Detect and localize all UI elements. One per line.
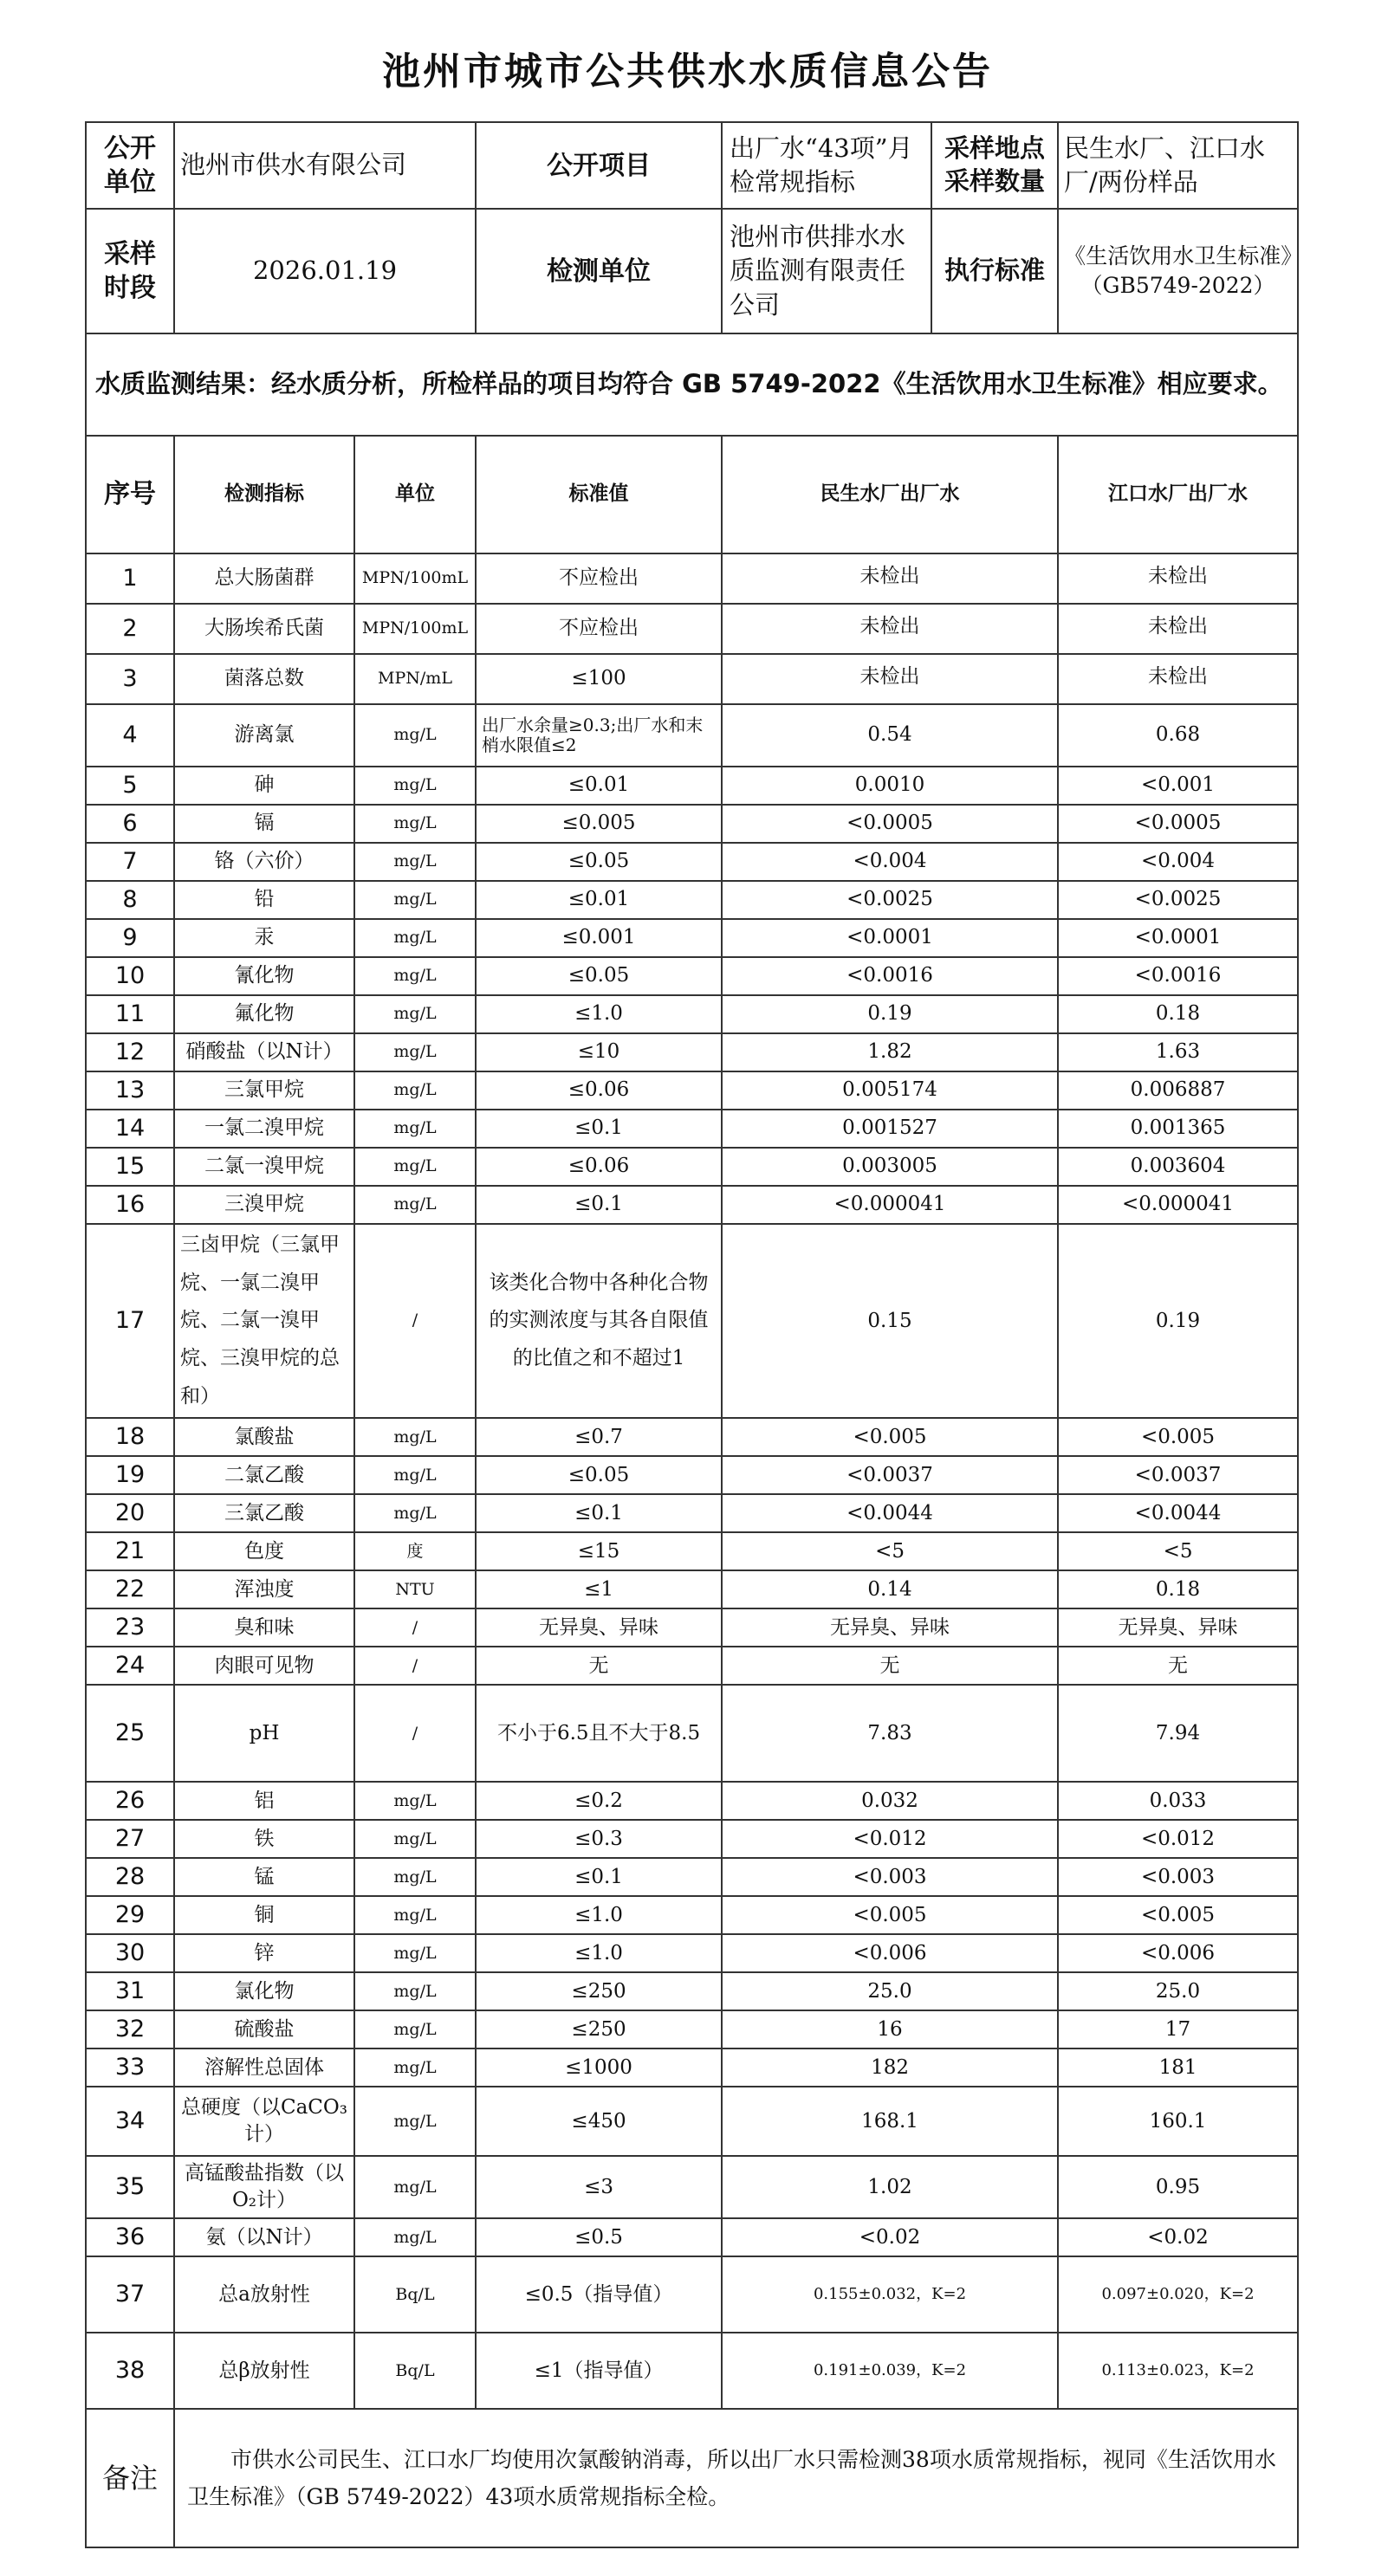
- row-unit: /: [354, 1608, 476, 1647]
- row-no: 6: [86, 805, 174, 843]
- table-row: [86, 1608, 1298, 1647]
- table-row: [86, 1148, 1298, 1186]
- table-row: [86, 2010, 1298, 2049]
- row-no: 11: [86, 995, 174, 1033]
- row-minsheng: <0.0016: [722, 957, 1058, 995]
- row-standard: ≤0.06: [476, 1071, 722, 1110]
- row-item: 硫酸盐: [174, 2010, 354, 2049]
- row-unit: mg/L: [354, 843, 476, 881]
- row-minsheng: 未检出: [722, 604, 1058, 654]
- row-standard: ≤3: [476, 2156, 722, 2218]
- row-standard: ≤1（指导值）: [476, 2333, 722, 2409]
- unit-label: [86, 122, 174, 209]
- row-unit: mg/L: [354, 1972, 476, 2010]
- row-unit: mg/L: [354, 1494, 476, 1532]
- row-minsheng: 无异臭、异味: [722, 1608, 1058, 1647]
- row-minsheng: 0.14: [722, 1570, 1058, 1608]
- row-jiangkou: <0.0001: [1058, 919, 1298, 957]
- row-item: 一氯二溴甲烷: [174, 1110, 354, 1148]
- table-row: [86, 654, 1298, 704]
- col-jiangkou: 江口水厂出厂水: [1058, 436, 1298, 553]
- row-standard: 无异臭、异味: [476, 1608, 722, 1647]
- row-minsheng: <0.0001: [722, 919, 1058, 957]
- row-item: 二氯一溴甲烷: [174, 1148, 354, 1186]
- table-row: [86, 604, 1298, 654]
- row-jiangkou: 0.18: [1058, 1570, 1298, 1608]
- row-standard: ≤1.0: [476, 995, 722, 1033]
- row-no: 14: [86, 1110, 174, 1148]
- row-no: 13: [86, 1071, 174, 1110]
- row-jiangkou: 无异臭、异味: [1058, 1608, 1298, 1647]
- row-no: 4: [86, 704, 174, 767]
- row-item: 总a放射性: [174, 2256, 354, 2333]
- row-no: 7: [86, 843, 174, 881]
- row-jiangkou: 0.18: [1058, 995, 1298, 1033]
- row-unit: mg/L: [354, 1418, 476, 1456]
- row-jiangkou: 0.006887: [1058, 1071, 1298, 1110]
- row-no: 23: [86, 1608, 174, 1647]
- row-item: 三卤甲烷（三氯甲烷、一氯二溴甲烷、二氯一溴甲烷、三溴甲烷的总和）: [174, 1224, 354, 1418]
- row-no: 25: [86, 1685, 174, 1782]
- row-minsheng: 16: [722, 2010, 1058, 2049]
- period-label: [86, 209, 174, 333]
- table-row: [86, 1532, 1298, 1570]
- row-item: 高锰酸盐指数（以O₂计）: [174, 2156, 354, 2218]
- row-item: 氯化物: [174, 1972, 354, 2010]
- row-no: 36: [86, 2218, 174, 2256]
- row-standard: ≤250: [476, 1972, 722, 2010]
- row-minsheng: <0.003: [722, 1858, 1058, 1896]
- row-no: 17: [86, 1224, 174, 1418]
- row-minsheng: <0.012: [722, 1820, 1058, 1858]
- row-no: 8: [86, 881, 174, 919]
- row-unit: MPN/100mL: [354, 553, 476, 604]
- row-jiangkou: 未检出: [1058, 654, 1298, 704]
- row-minsheng: 0.001527: [722, 1110, 1058, 1148]
- row-minsheng: 0.005174: [722, 1071, 1058, 1110]
- row-unit: mg/L: [354, 767, 476, 805]
- row-minsheng: <0.005: [722, 1896, 1058, 1934]
- col-unit: 单位: [354, 436, 476, 553]
- row-no: 24: [86, 1647, 174, 1685]
- row-minsheng: 1.82: [722, 1033, 1058, 1071]
- row-minsheng: <0.006: [722, 1934, 1058, 1972]
- table-row: [86, 2087, 1298, 2156]
- row-item: pH: [174, 1685, 354, 1782]
- row-standard: ≤0.06: [476, 1148, 722, 1186]
- table-row: [86, 1224, 1298, 1418]
- row-jiangkou: <0.0037: [1058, 1456, 1298, 1494]
- row-standard: ≤0.001: [476, 919, 722, 957]
- row-standard: ≤0.05: [476, 1456, 722, 1494]
- row-minsheng: <0.000041: [722, 1186, 1058, 1224]
- row-jiangkou: <0.004: [1058, 843, 1298, 881]
- row-jiangkou: 0.001365: [1058, 1110, 1298, 1148]
- row-minsheng: <0.0037: [722, 1456, 1058, 1494]
- row-no: 15: [86, 1148, 174, 1186]
- table-row: [86, 957, 1298, 995]
- row-item: 肉眼可见物: [174, 1647, 354, 1685]
- row-minsheng: <5: [722, 1532, 1058, 1570]
- row-item: 色度: [174, 1532, 354, 1570]
- row-unit: mg/L: [354, 704, 476, 767]
- row-minsheng: 无: [722, 1647, 1058, 1685]
- table-row: [86, 2156, 1298, 2218]
- row-item: 锰: [174, 1858, 354, 1896]
- row-unit: MPN/mL: [354, 654, 476, 704]
- row-jiangkou: 未检出: [1058, 553, 1298, 604]
- note-text: 市供水公司民生、江口水厂均使用次氯酸钠消毒，所以出厂水只需检测38项水质常规指标，视同《生活饮用水卫生标准》（GB 5749-2022）43项水质常规指标全检。: [174, 2409, 1298, 2547]
- row-minsheng: <0.0025: [722, 881, 1058, 919]
- row-item: 铜: [174, 1896, 354, 1934]
- project-value: 出厂水“43项”月检常规指标: [723, 123, 932, 208]
- col-standard: 标准值: [476, 436, 722, 553]
- row-standard: ≤100: [476, 654, 722, 704]
- row-item: 二氯乙酸: [174, 1456, 354, 1494]
- table-row: [86, 2333, 1298, 2409]
- row-item: 锌: [174, 1934, 354, 1972]
- row-minsheng: <0.0005: [722, 805, 1058, 843]
- table-row: [86, 881, 1298, 919]
- row-standard: ≤1.0: [476, 1934, 722, 1972]
- row-unit: mg/L: [354, 1033, 476, 1071]
- row-standard: 出厂水余量≥0.3;出厂水和末梢水限值≤2: [476, 704, 722, 767]
- row-jiangkou: 0.033: [1058, 1782, 1298, 1820]
- row-item: 游离氯: [174, 704, 354, 767]
- row-unit: mg/L: [354, 2049, 476, 2087]
- row-unit: /: [354, 1685, 476, 1782]
- row-minsheng: 0.54: [722, 704, 1058, 767]
- period-label-text: 采样 时段: [104, 239, 156, 303]
- unit-label-text: 公开 单位: [104, 133, 156, 197]
- row-jiangkou: <0.001: [1058, 767, 1298, 805]
- table-row: [86, 1071, 1298, 1110]
- std-value: 《生活饮用水卫生标准》（GB5749-2022）: [1058, 209, 1298, 333]
- row-unit: mg/L: [354, 2218, 476, 2256]
- row-item: 氯酸盐: [174, 1418, 354, 1456]
- row-no: 28: [86, 1858, 174, 1896]
- row-unit: mg/L: [354, 1820, 476, 1858]
- header-row-2: [86, 209, 1298, 333]
- row-item: 氟化物: [174, 995, 354, 1033]
- row-item: 铝: [174, 1782, 354, 1820]
- row-no: 22: [86, 1570, 174, 1608]
- table-row: [86, 2256, 1298, 2333]
- row-no: 18: [86, 1418, 174, 1456]
- row-no: 30: [86, 1934, 174, 1972]
- table-row: [86, 1570, 1298, 1608]
- table-row: [86, 1033, 1298, 1071]
- row-unit: mg/L: [354, 1782, 476, 1820]
- row-item: 三氯乙酸: [174, 1494, 354, 1532]
- row-jiangkou: <0.005: [1058, 1418, 1298, 1456]
- row-item: 总硬度（以CaCO₃计）: [174, 2087, 354, 2156]
- row-unit: mg/L: [354, 919, 476, 957]
- row-item: 大肠埃希氏菌: [174, 604, 354, 654]
- row-minsheng: 未检出: [722, 654, 1058, 704]
- row-standard: ≤0.3: [476, 1820, 722, 1858]
- note-row: [86, 2409, 1298, 2547]
- table-row: [86, 1418, 1298, 1456]
- row-jiangkou: 17: [1058, 2010, 1298, 2049]
- row-standard: ≤0.01: [476, 881, 722, 919]
- table-row: [86, 1110, 1298, 1148]
- row-standard: ≤250: [476, 2010, 722, 2049]
- row-item: 菌落总数: [174, 654, 354, 704]
- row-jiangkou: <0.0005: [1058, 805, 1298, 843]
- row-standard: ≤0.1: [476, 1858, 722, 1896]
- row-minsheng: 168.1: [722, 2087, 1058, 2156]
- row-item: 溶解性总固体: [174, 2049, 354, 2087]
- row-minsheng: 1.02: [722, 2156, 1058, 2218]
- row-unit: NTU: [354, 1570, 476, 1608]
- table-row: [86, 1858, 1298, 1896]
- row-standard: ≤0.01: [476, 767, 722, 805]
- unit-value: 池州市供水有限公司: [174, 122, 476, 209]
- row-item: 总β放射性: [174, 2333, 354, 2409]
- row-standard: 不应检出: [476, 604, 722, 654]
- row-standard: ≤0.5: [476, 2218, 722, 2256]
- row-standard: ≤0.2: [476, 1782, 722, 1820]
- std-label: 执行标准: [944, 256, 1046, 286]
- row-no: 27: [86, 1820, 174, 1858]
- col-minsheng: 民生水厂出厂水: [722, 436, 1058, 553]
- period-value: 2026.01.19: [174, 209, 476, 333]
- row-unit: mg/L: [354, 1148, 476, 1186]
- row-standard: ≤1000: [476, 2049, 722, 2087]
- row-item: 三氯甲烷: [174, 1071, 354, 1110]
- row-jiangkou: <0.006: [1058, 1934, 1298, 1972]
- site-value: 民生水厂、江口水厂/两份样品: [1058, 122, 1298, 209]
- row-no: 21: [86, 1532, 174, 1570]
- row-no: 5: [86, 767, 174, 805]
- row-jiangkou: 0.097±0.020，K=2: [1058, 2256, 1298, 2333]
- row-standard: ≤1: [476, 1570, 722, 1608]
- row-standard: ≤1.0: [476, 1896, 722, 1934]
- table-row: [86, 1896, 1298, 1934]
- row-minsheng: <0.005: [722, 1418, 1058, 1456]
- row-no: 37: [86, 2256, 174, 2333]
- row-unit: MPN/100mL: [354, 604, 476, 654]
- row-standard: 无: [476, 1647, 722, 1685]
- site-label: 采样地点 采样数量: [944, 133, 1046, 196]
- row-item: 三溴甲烷: [174, 1186, 354, 1224]
- table-row: [86, 2218, 1298, 2256]
- row-no: 29: [86, 1896, 174, 1934]
- row-unit: mg/L: [354, 1934, 476, 1972]
- result-row: [86, 333, 1298, 436]
- row-minsheng: 0.19: [722, 995, 1058, 1033]
- row-no: 32: [86, 2010, 174, 2049]
- table-row: [86, 2049, 1298, 2087]
- row-jiangkou: <5: [1058, 1532, 1298, 1570]
- row-unit: mg/L: [354, 995, 476, 1033]
- row-standard: ≤0.1: [476, 1186, 722, 1224]
- row-unit: mg/L: [354, 1110, 476, 1148]
- row-no: 26: [86, 1782, 174, 1820]
- water-quality-table: [85, 121, 1299, 2548]
- row-standard: 不应检出: [476, 553, 722, 604]
- row-minsheng: 0.032: [722, 1782, 1058, 1820]
- row-jiangkou: <0.000041: [1058, 1186, 1298, 1224]
- row-item: 氰化物: [174, 957, 354, 995]
- table-row: [86, 995, 1298, 1033]
- row-minsheng: <0.02: [722, 2218, 1058, 2256]
- row-standard: ≤0.05: [476, 957, 722, 995]
- row-standard: ≤0.5（指导值）: [476, 2256, 722, 2333]
- row-jiangkou: 160.1: [1058, 2087, 1298, 2156]
- result-text: 水质监测结果：经水质分析，所检样品的项目均符合 GB 5749-2022《生活饮用水卫生标准》相应要求。: [86, 333, 1298, 436]
- row-minsheng: 0.155±0.032，K=2: [722, 2256, 1058, 2333]
- row-jiangkou: 1.63: [1058, 1033, 1298, 1071]
- row-standard: ≤0.05: [476, 843, 722, 881]
- row-standard: 不小于6.5且不大于8.5: [476, 1685, 722, 1782]
- row-standard: 该类化合物中各种化合物的实测浓度与其各自限值的比值之和不超过1: [476, 1224, 722, 1418]
- table-row: [86, 919, 1298, 957]
- row-jiangkou: 7.94: [1058, 1685, 1298, 1782]
- column-header-row: [86, 436, 1298, 553]
- row-no: 33: [86, 2049, 174, 2087]
- row-jiangkou: <0.005: [1058, 1896, 1298, 1934]
- row-unit: mg/L: [354, 881, 476, 919]
- row-item: 铅: [174, 881, 354, 919]
- row-jiangkou: <0.003: [1058, 1858, 1298, 1896]
- note-label: 备注: [86, 2409, 174, 2547]
- row-item: 总大肠菌群: [174, 553, 354, 604]
- row-no: 35: [86, 2156, 174, 2218]
- lab-value: 池州市供排水水质监测有限责任公司: [723, 210, 932, 333]
- row-standard: ≤450: [476, 2087, 722, 2156]
- row-standard: ≤15: [476, 1532, 722, 1570]
- table-row: [86, 1456, 1298, 1494]
- row-minsheng: <0.004: [722, 843, 1058, 881]
- table-row: [86, 1647, 1298, 1685]
- row-unit: /: [354, 1224, 476, 1418]
- row-standard: ≤10: [476, 1033, 722, 1071]
- row-jiangkou: 0.68: [1058, 704, 1298, 767]
- lab-value-wrap: [722, 209, 1058, 333]
- row-unit: mg/L: [354, 1858, 476, 1896]
- row-standard: ≤0.7: [476, 1418, 722, 1456]
- row-unit: /: [354, 1647, 476, 1685]
- row-unit: mg/L: [354, 805, 476, 843]
- row-jiangkou: 25.0: [1058, 1972, 1298, 2010]
- row-unit: mg/L: [354, 2087, 476, 2156]
- table-row: [86, 1820, 1298, 1858]
- table-row: [86, 704, 1298, 767]
- row-jiangkou: 未检出: [1058, 604, 1298, 654]
- table-row: [86, 1972, 1298, 2010]
- table-row: [86, 1934, 1298, 1972]
- col-item: 检测指标: [174, 436, 354, 553]
- row-unit: Bq/L: [354, 2333, 476, 2409]
- row-unit: Bq/L: [354, 2256, 476, 2333]
- project-label: 公开项目: [476, 122, 722, 209]
- row-minsheng: 25.0: [722, 1972, 1058, 2010]
- row-unit: 度: [354, 1532, 476, 1570]
- row-minsheng: 7.83: [722, 1685, 1058, 1782]
- row-no: 1: [86, 553, 174, 604]
- page-title: 池州市城市公共供水水质信息公告: [382, 49, 993, 94]
- row-unit: mg/L: [354, 2010, 476, 2049]
- row-standard: ≤0.1: [476, 1494, 722, 1532]
- row-jiangkou: <0.0025: [1058, 881, 1298, 919]
- row-item: 浑浊度: [174, 1570, 354, 1608]
- row-jiangkou: <0.02: [1058, 2218, 1298, 2256]
- row-no: 9: [86, 919, 174, 957]
- row-no: 20: [86, 1494, 174, 1532]
- row-minsheng: 0.191±0.039，K=2: [722, 2333, 1058, 2409]
- row-unit: mg/L: [354, 1896, 476, 1934]
- row-jiangkou: 0.003604: [1058, 1148, 1298, 1186]
- row-minsheng: 0.003005: [722, 1148, 1058, 1186]
- row-item: 臭和味: [174, 1608, 354, 1647]
- table-row: [86, 1685, 1298, 1782]
- row-no: 19: [86, 1456, 174, 1494]
- row-unit: mg/L: [354, 2156, 476, 2218]
- table-row: [86, 767, 1298, 805]
- table-row: [86, 553, 1298, 604]
- lab-label: 检测单位: [476, 209, 722, 333]
- row-minsheng: 未检出: [722, 553, 1058, 604]
- row-item: 砷: [174, 767, 354, 805]
- table-row: [86, 1186, 1298, 1224]
- row-no: 34: [86, 2087, 174, 2156]
- row-jiangkou: <0.012: [1058, 1820, 1298, 1858]
- row-item: 铁: [174, 1820, 354, 1858]
- row-no: 38: [86, 2333, 174, 2409]
- table-row: [86, 1494, 1298, 1532]
- row-no: 16: [86, 1186, 174, 1224]
- table-row: [86, 805, 1298, 843]
- col-no: 序号: [86, 436, 174, 553]
- row-item: 氨（以N计）: [174, 2218, 354, 2256]
- row-jiangkou: 181: [1058, 2049, 1298, 2087]
- row-minsheng: <0.0044: [722, 1494, 1058, 1532]
- row-unit: mg/L: [354, 957, 476, 995]
- row-no: 2: [86, 604, 174, 654]
- row-jiangkou: <0.0044: [1058, 1494, 1298, 1532]
- row-item: 汞: [174, 919, 354, 957]
- row-jiangkou: 无: [1058, 1647, 1298, 1685]
- table-row: [86, 1782, 1298, 1820]
- row-no: 31: [86, 1972, 174, 2010]
- row-unit: mg/L: [354, 1186, 476, 1224]
- row-item: 硝酸盐（以N计）: [174, 1033, 354, 1071]
- row-jiangkou: 0.19: [1058, 1224, 1298, 1418]
- row-item: 镉: [174, 805, 354, 843]
- row-jiangkou: <0.0016: [1058, 957, 1298, 995]
- row-unit: mg/L: [354, 1456, 476, 1494]
- table-row: [86, 843, 1298, 881]
- project-value-wrap: [722, 122, 1058, 209]
- row-unit: mg/L: [354, 1071, 476, 1110]
- row-standard: ≤0.1: [476, 1110, 722, 1148]
- row-no: 12: [86, 1033, 174, 1071]
- header-row-1: [86, 122, 1298, 209]
- row-jiangkou: 0.95: [1058, 2156, 1298, 2218]
- row-no: 10: [86, 957, 174, 995]
- row-minsheng: 0.0010: [722, 767, 1058, 805]
- row-minsheng: 0.15: [722, 1224, 1058, 1418]
- row-item: 铬（六价）: [174, 843, 354, 881]
- row-minsheng: 182: [722, 2049, 1058, 2087]
- row-standard: ≤0.005: [476, 805, 722, 843]
- row-no: 3: [86, 654, 174, 704]
- row-jiangkou: 0.113±0.023，K=2: [1058, 2333, 1298, 2409]
